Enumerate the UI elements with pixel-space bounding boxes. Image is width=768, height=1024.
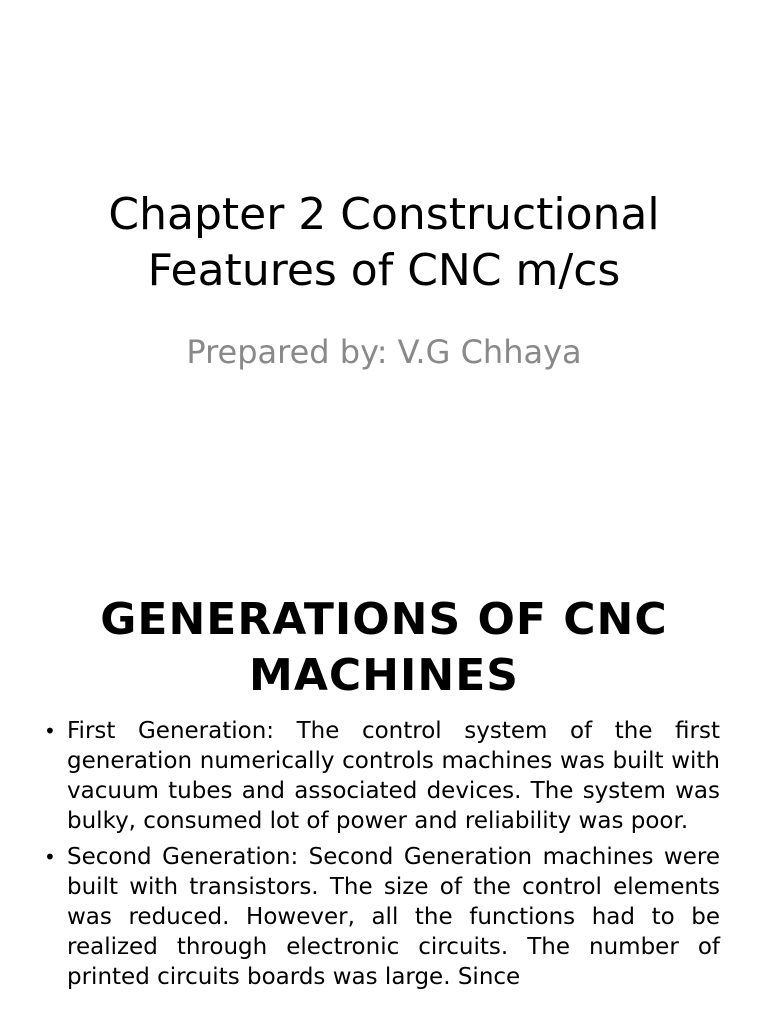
bullet-icon: • (44, 845, 56, 869)
bullet-text: Second Generation: Second Generation machines were built with transistors. The size of the control elements was reduced. However, all the functions had to be realized through electronic circuits. The number of printed circuits boards was large. Since (67, 844, 720, 990)
bullet-list (40, 716, 720, 998)
author-subtitle: Prepared by: V.G Chhaya (186, 333, 582, 371)
bullet-icon: • (44, 719, 56, 743)
slide-generations (0, 576, 768, 1024)
bullet-item (40, 716, 720, 836)
bullet-item (40, 842, 720, 992)
section-title: GENERATIONS OF CNC MACHINES (100, 594, 668, 701)
bullet-text: First Generation: The control system of the first generation numerically controls machines was built with vacuum tubes and associated devices. The system was bulky, consumed lot of power and reliability was poor. (67, 718, 720, 834)
chapter-title: Chapter 2 Constructional Features of CNC m/cs (108, 189, 660, 296)
